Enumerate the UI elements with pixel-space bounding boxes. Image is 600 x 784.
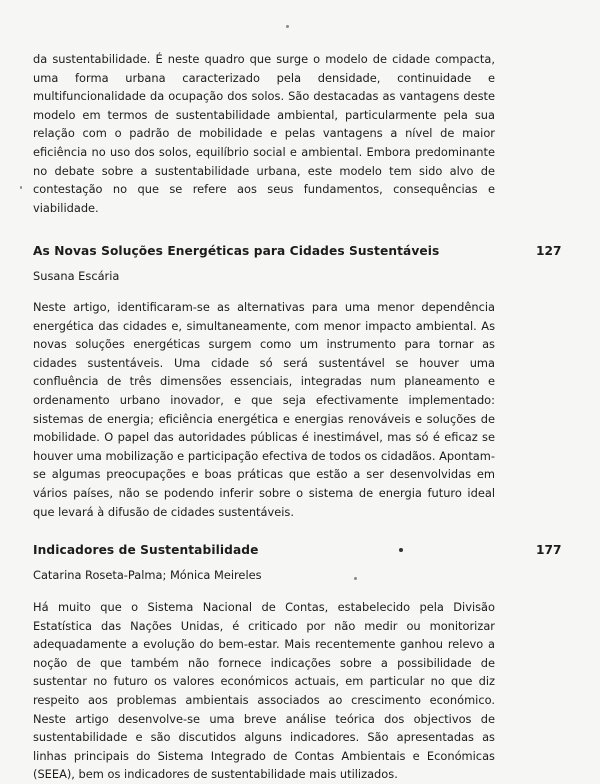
scan-speck <box>399 548 403 552</box>
article-page-number: 177 <box>536 543 562 557</box>
intro-paragraph: da sustentabilidade. É neste quadro que surge o modelo de cidade compacta, uma forma urbana caracterizado pela densidade, continuidade e multifuncionalidade da ocupação dos solos. São destacadas as vantagens deste modelo em termos de sustentabilidade ambiental, particularmente pela sua relação com o padrão de mobilidade e pelas vantagens a nível de maior eficiência no uso dos solos, equilíbrio social e ambiental. Embora predominante no debate sobre a sustentabilidade urbana, este modelo tem sido alvo de contestação no que se refere aos seus fundamentos, consequências e viabilidade. <box>33 52 495 215</box>
scan-speck <box>354 577 357 580</box>
article-abstract: Neste artigo, identificaram-se as alternativas para uma menor dependência energética das cidades e, simultaneamente, com menor impacto ambiental. As novas soluções energéticas surgem como um instrumento para tornar as cidades sustentáveis. Uma cidade só será sustentável se houver uma confluência de três dimensões essenciais, integradas num planeamento e ordenamento urbano inovador, e que seja efectivamente implementado: sistemas de energia; eficiência energética e energias renováveis e soluções de mobilidade. O papel das autoridades públicas é inestimável, mas só é eficaz se houver uma mobilização e participação efectiva de todos os cidadãos. Apontam-se algumas preocupações e boas práticas que estão a ser desenvolvidas em vários países, não se podendo inferir sobre o sistema de energia futuro ideal que levará à difusão de cidades sustentáveis. <box>33 300 495 519</box>
article-page-number: 127 <box>536 244 562 258</box>
article-authors: Catarina Roseta-Palma; Mónica Meireles <box>33 568 262 582</box>
article-authors: Susana Escária <box>33 269 120 283</box>
article-title: Indicadores de Sustentabilidade <box>33 543 259 557</box>
scan-speck <box>20 186 22 189</box>
article-title: As Novas Soluções Energéticas para Cidades Sustentáveis <box>33 244 440 258</box>
scan-speck <box>286 25 289 28</box>
article-abstract: Há muito que o Sistema Nacional de Contas, estabelecido pela Divisão Estatística das Nações Unidas, é criticado por não medir ou monitorizar adequadamente a evolução do bem-estar. Mais recentemente ganhou relevo a noção de que também não fornece indicações sobre a possibilidade de sustentar no futuro os valores económicos actuais, em particular no que diz respeito aos problemas ambientais associados ao crescimento económico. Neste artigo desenvolve-se uma breve análise teórica dos objectivos de sustentabilidade e são discutidos alguns indicadores. São apresentadas as linhas principais do Sistema Integrado de Contas Ambientais e Económicas (SEEA), bem os indicadores de sustentabilidade mais utilizados. <box>33 600 495 782</box>
